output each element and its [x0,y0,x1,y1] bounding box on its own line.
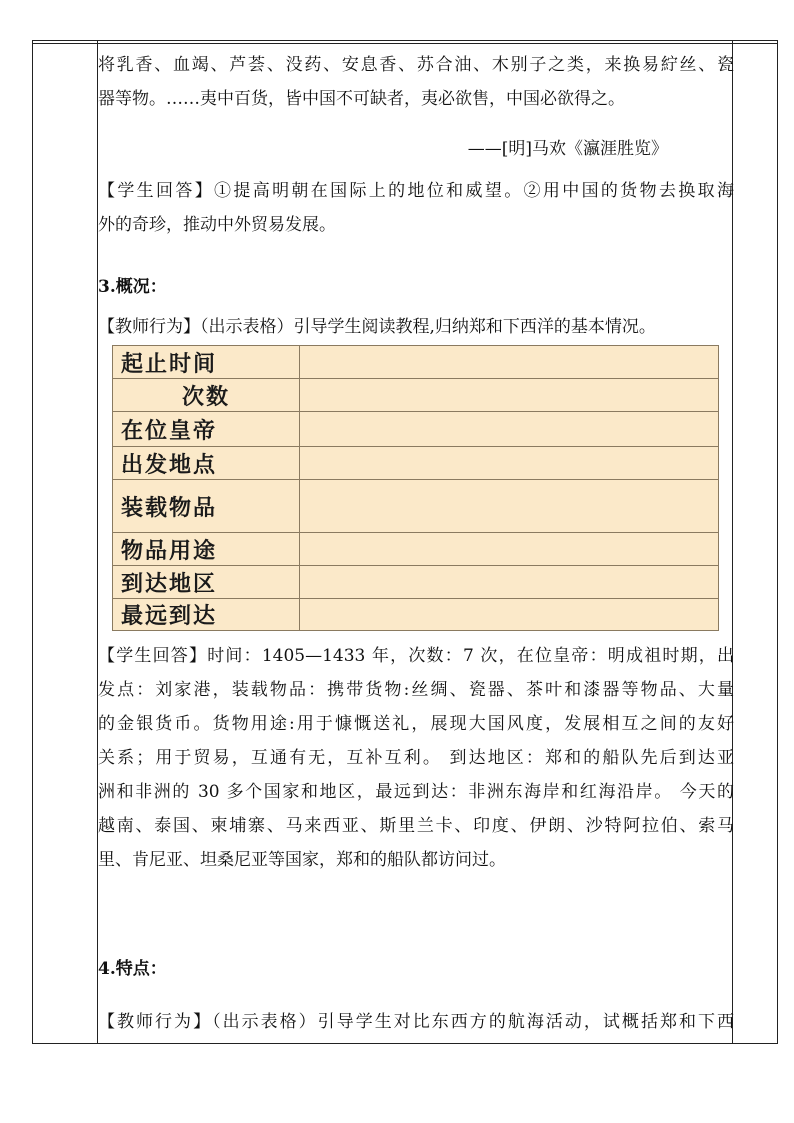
row-value-cell [300,599,719,631]
table-row [113,599,719,631]
quote-source [98,132,668,166]
zhenghe-voyage-table [112,345,719,631]
table-row [113,533,719,566]
row-label-start-end-time: 起止时间 [113,346,300,379]
student-answer-1-line-2: 外的奇珍，推动中外贸易发展。 [98,215,336,235]
answer-2-line-4: 关系；用于贸易，互通有无，互补互利。 到达地区：郑和的船队先后到达亚 [98,748,734,768]
row-label-regions-reached: 到达地区 [113,566,300,599]
row-label-cargo-use: 物品用途 [113,533,300,566]
table-row [113,566,719,599]
quote-line-1: 将乳香、血竭、芦荟、没药、安息香、苏合油、木别子之类，来换易紵丝、瓷 [98,55,734,75]
student-answer-1-line-1: 【学生回答】①提高明朝在国际上的地位和威望。②用中国的货物去换取海 [98,181,734,201]
quote-source-text: ——[明]马欢《瀛涯胜览》 [467,139,668,159]
row-value-cell [300,412,719,447]
table-row [113,412,719,447]
table-row [113,346,719,379]
answer-2-line-1: 【学生回答】时间：1405—1433 年，次数：7 次，在位皇帝：明成祖时期，出 [98,646,734,666]
row-value-cell [300,566,719,599]
teacher-action-2 [98,1005,734,1039]
row-label-cargo: 装载物品 [113,480,300,533]
row-value-cell [300,480,719,533]
answer-2-line-2: 发点：刘家港，装载物品：携带货物:丝绸、瓷器、茶叶和漆器等物品、大量 [98,680,734,700]
row-label-farthest: 最远到达 [113,599,300,631]
answer-2-line-7: 里、肯尼亚、坦桑尼亚等国家，郑和的船队都访问过。 [98,850,506,870]
section-4-heading: 4.特点： [98,959,167,979]
quote-line-2: 器等物。……夷中百货，皆中国不可缺者，夷必欲售，中国必欲得之。 [98,89,625,109]
row-value-cell [300,379,719,412]
teacher-action-2-text: 【教师行为】（出示表格）引导学生对比东西方的航海活动，试概括郑和下西 [98,1012,734,1032]
table-row [113,447,719,480]
row-label-count: 次数 [113,379,300,412]
table-row [113,379,719,412]
answer-2-line-6: 越南、泰国、柬埔寨、马来西亚、斯里兰卡、印度、伊朗、沙特阿拉伯、索马 [98,816,734,836]
student-answer-2 [98,639,734,877]
frame-right-line [777,40,778,1044]
answer-2-line-3: 的金银货币。货物用途:用于慷慨送礼，展现大国风度，发展相互之间的友好 [98,714,734,734]
row-value-cell [300,447,719,480]
section-3-heading: 3.概况： [98,277,167,297]
quote-paragraph [98,48,734,116]
row-value-cell [300,533,719,566]
teacher-action-1 [98,310,734,344]
row-value-cell [300,346,719,379]
answer-2-line-5: 洲和非洲的 30 多个国家和地区，最远到达：非洲东海岸和红海沿岸。 今天的 [98,782,734,802]
teacher-action-1-text: 【教师行为】（出示表格）引导学生阅读教程,归纳郑和下西洋的基本情况。 [98,317,656,337]
table-row [113,480,719,533]
row-label-emperor: 在位皇帝 [113,412,300,447]
student-answer-1 [98,174,734,242]
row-label-departure: 出发地点 [113,447,300,480]
frame-left-line [32,40,33,1044]
